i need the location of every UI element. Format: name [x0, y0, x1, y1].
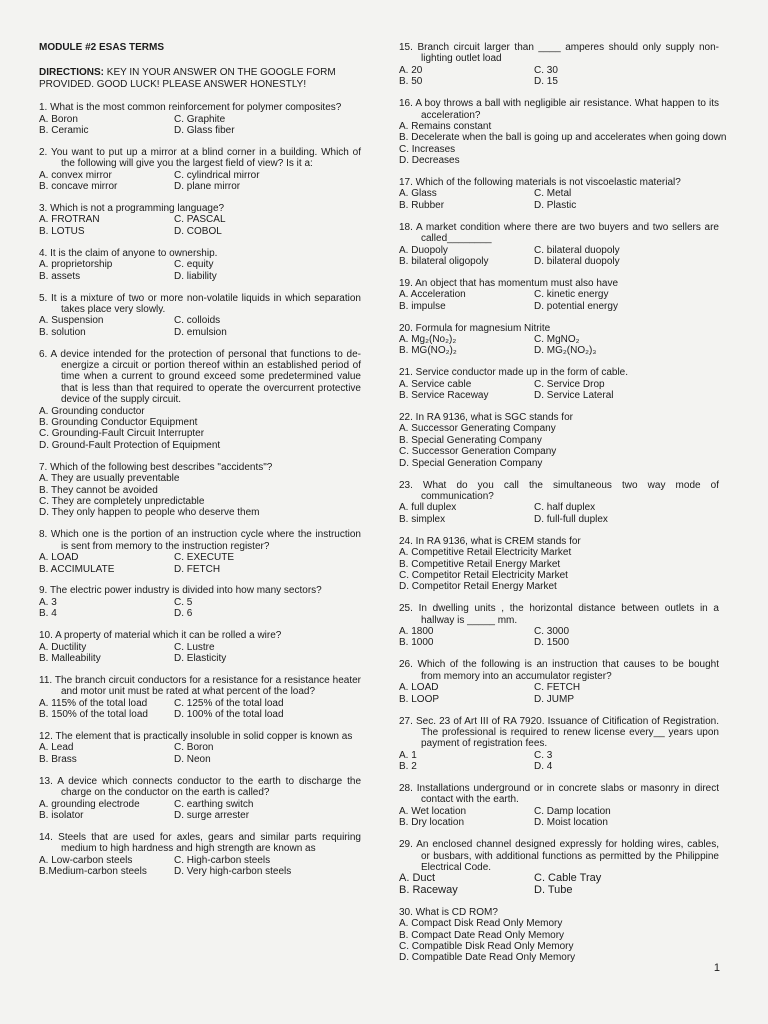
answer-option: B. Grounding Conductor Equipment	[39, 417, 198, 429]
answer-option: D. MG₂(NO₂)₃	[534, 345, 597, 357]
answer-option: C. They are completely unpredictable	[39, 496, 205, 507]
answer-option: D. Neon	[174, 753, 211, 765]
answer-option: D. Glass fiber	[174, 125, 235, 137]
answer-option: B. 2	[399, 761, 417, 773]
answer-option: C. bilateral duopoly	[534, 244, 620, 256]
question-item	[399, 907, 719, 964]
answer-option: C. Successor Generation Company	[399, 446, 557, 458]
answer-option: D. Tube	[534, 883, 573, 896]
answer-option: D. COBOL	[174, 225, 222, 237]
question-text: 3. Which is not a programming language?	[39, 203, 225, 215]
answer-option: C. kinetic energy	[534, 289, 609, 301]
answer-option: A. Service cable	[399, 378, 472, 390]
question-item	[399, 783, 719, 829]
directions-text: KEY IN YOUR ANSWER ON THE GOOGLE FORM PROVIDED. GOOD LUCK! PLEASE ANSWER HONESTLY!	[39, 67, 336, 90]
answer-option: B. LOOP	[399, 693, 440, 705]
answer-option: D. emulsion	[174, 326, 227, 338]
answer-option: B. Malleability	[39, 652, 101, 664]
left-column	[39, 42, 361, 888]
answer-option: D. surge arrester	[174, 809, 250, 821]
answer-option: B.Medium-carbon steels	[39, 866, 147, 878]
question-item	[39, 529, 361, 575]
answer-option: C. Increases	[399, 143, 456, 155]
question-text: 25. In dwelling units , the horizontal distance between outlets in a hallway is _____ mm.	[399, 603, 719, 626]
document-title: MODULE #2 ESAS TERMS	[39, 42, 165, 53]
answer-option: D. 15	[534, 76, 558, 88]
question-item	[399, 716, 719, 773]
answer-option: A. Wet location	[399, 805, 467, 817]
answer-option: D. 4	[534, 761, 553, 773]
answer-option: C. 3	[534, 749, 553, 761]
answer-option: B. LOTUS	[39, 225, 85, 237]
answer-option: D. 1500	[534, 637, 570, 649]
answer-option: A. 1800	[399, 626, 434, 638]
answer-option: C. Compatible Disk Read Only Memory	[399, 940, 574, 952]
question-text: 29. An enclosed channel designed expressly for holding wires, cables, or busbars, with additional functions as permitted by the Philippine Electrical Code.	[399, 839, 719, 873]
question-text: 24. In RA 9136, what is CREM stands for	[399, 535, 581, 547]
answer-option: D. 100% of the total load	[174, 709, 284, 721]
answer-option: B. 4	[39, 608, 57, 620]
question-text: 16. A boy throws a ball with negligible air resistance. What happen to its acceleration?	[399, 98, 719, 121]
answer-option: C. High-carbon steels	[174, 854, 271, 866]
answer-option: B. Ceramic	[39, 125, 89, 137]
answer-option: D. 6	[174, 608, 193, 620]
answer-option: B. 50	[399, 76, 423, 88]
answer-option: D. Ground-Fault Protection of Equipment	[39, 439, 221, 451]
question-item	[399, 98, 727, 167]
question-text: 20. Formula for magnesium Nitrite	[399, 322, 551, 334]
question-item	[39, 731, 361, 765]
answer-option: C. colloids	[174, 315, 221, 327]
answer-option: B. solution	[39, 326, 86, 338]
answer-option: A. Boron	[39, 113, 78, 125]
answer-option: C. 125% of the total load	[174, 697, 284, 709]
right-column	[399, 42, 727, 974]
answer-option: B. 1000	[399, 637, 434, 649]
answer-option: A. Compact Disk Read Only Memory	[399, 918, 563, 930]
answer-option: C. Metal	[534, 188, 572, 200]
answer-option: D. Decreases	[399, 155, 460, 167]
answer-option: A. Successor Generating Company	[399, 423, 556, 435]
question-item	[399, 278, 719, 312]
answer-option: A. FROTRAN	[39, 214, 100, 226]
question-item	[39, 102, 361, 136]
answer-option: C. Service Drop	[534, 378, 605, 390]
question-text: 26. Which of the following is an instruction that causes to be bought from memory into an accumulator register?	[399, 659, 719, 682]
question-item	[39, 675, 361, 721]
right-question-list	[399, 42, 727, 964]
answer-option: D. Elasticity	[174, 652, 227, 664]
answer-option: C. Cable Tray	[534, 872, 602, 885]
question-item	[399, 412, 719, 469]
answer-option: A. 115% of the total load	[39, 697, 148, 709]
question-item	[399, 603, 719, 649]
question-text: 17. Which of the following materials is not viscoelastic material?	[399, 177, 681, 189]
answer-option: D. JUMP	[534, 693, 574, 705]
answer-option: A. 20	[399, 64, 423, 76]
question-text: 10. A property of material which it can be rolled a wire?	[39, 630, 282, 642]
answer-option: C. PASCAL	[174, 214, 226, 226]
answer-option: D. Competitor Retail Energy Market	[399, 581, 557, 593]
answer-option: A. Grounding conductor	[39, 405, 145, 417]
answer-option: D. Compatible Date Read Only Memory	[399, 952, 576, 964]
question-text: 30. What is CD ROM?	[399, 906, 498, 918]
question-text: 4. It is the claim of anyone to ownership.	[39, 247, 218, 259]
question-text: 9. The electric power industry is divided into how many sectors?	[39, 585, 322, 597]
answer-option: D. Very high-carbon steels	[174, 866, 292, 878]
answer-option: B. Decelerate when the ball is going up and accelerates when going down	[399, 132, 727, 144]
question-text: 15. Branch circuit larger than ____ amperes should only supply non-lighting outlet load	[399, 42, 719, 65]
answer-option: D. bilateral duopoly	[534, 256, 620, 267]
question-item	[39, 203, 361, 237]
answer-option: C. Graphite	[174, 113, 226, 125]
answer-option: B. 150% of the total load	[39, 709, 148, 721]
answer-option: B. concave mirror	[39, 181, 118, 193]
question-item	[399, 839, 719, 896]
answer-option: A. Ductility	[39, 641, 87, 653]
answer-option: B. MG(NO₂)₂	[399, 345, 457, 357]
answer-option: C. Competitor Retail Electricity Market	[399, 569, 568, 581]
question-item	[399, 480, 719, 526]
answer-option: D. FETCH	[174, 563, 221, 575]
answer-option: C. equity	[174, 259, 214, 271]
question-text: 12. The element that is practically insoluble in solid copper is known as	[39, 731, 353, 742]
answer-option: A. 1	[399, 749, 417, 761]
answer-option: C. Lustre	[174, 641, 215, 653]
question-text: 23. What do you call the simultaneous two way mode of communication?	[399, 479, 719, 502]
answer-option: C. cylindrical mirror	[174, 169, 260, 181]
answer-option: D. Special Generation Company	[399, 457, 543, 469]
question-text: 11. The branch circuit conductors for a resistance for a resistance heater and motor unit must be rated at what percent of the load?	[39, 674, 361, 698]
question-text: 7. Which of the following best describes "accidents"?	[39, 461, 273, 473]
question-text: 2. You want to put up a mirror at a blind corner in a building. Which of the following will give you the largest field of view? Is it a:	[39, 146, 361, 170]
answer-option: A. Remains constant	[399, 120, 492, 132]
answer-option: B. Compact Date Read Only Memory	[399, 929, 565, 941]
answer-option: C. Boron	[174, 742, 214, 754]
answer-option: B. Brass	[39, 753, 77, 765]
question-item	[399, 323, 719, 357]
question-text: 22. In RA 9136, what is SGC stands for	[399, 412, 573, 424]
answer-option: D. Moist location	[534, 817, 608, 829]
question-item	[399, 536, 719, 593]
question-item	[39, 147, 361, 193]
answer-option: A. Lead	[39, 742, 74, 754]
answer-option: C. Grounding-Fault Circuit Interrupter	[39, 428, 205, 440]
question-text: 13. A device which connects conductor to the earth to discharge the charge on the conductor on the earth is called?	[39, 775, 361, 799]
answer-option: B. ACCIMULATE	[39, 563, 115, 575]
answer-option: A. Competitive Retail Electricity Market	[399, 547, 572, 559]
answer-option: A. LOAD	[399, 682, 439, 694]
answer-option: C. MgNO₂	[534, 334, 580, 346]
question-item	[39, 293, 361, 339]
answer-option: B. assets	[39, 270, 81, 282]
page-number: 1	[713, 962, 720, 974]
answer-option: B. simplex	[399, 513, 446, 525]
directions	[39, 67, 361, 90]
question-item	[39, 776, 361, 822]
question-text: 14. Steels that are used for axles, gears and similar parts requiring medium to high hardness and high strength are known as	[39, 831, 361, 855]
question-item	[39, 832, 361, 878]
answer-option: B. They cannot be avoided	[39, 484, 158, 496]
question-item	[39, 585, 361, 619]
question-text: 5. It is a mixture of two or more non-volatile liquids in which separation takes place very slowly.	[39, 292, 361, 315]
answer-option: C. 5	[174, 596, 193, 608]
answer-option: C. earthing switch	[174, 798, 254, 810]
answer-option: D. plane mirror	[174, 181, 241, 193]
answer-option: A. Low-carbon steels	[39, 854, 133, 866]
question-text: 19. An object that has momentum must also have	[399, 277, 619, 289]
question-item	[39, 630, 361, 664]
answer-option: A. proprietorship	[39, 259, 113, 271]
answer-option: D. liability	[174, 270, 217, 282]
answer-option: D. Service Lateral	[534, 390, 614, 402]
directions-label: DIRECTIONS:	[39, 67, 104, 79]
question-item	[399, 222, 719, 268]
answer-option: D. Plastic	[534, 199, 577, 211]
answer-option: A. Duct	[399, 872, 436, 885]
answer-option: A. LOAD	[39, 552, 79, 564]
question-item	[399, 177, 719, 211]
question-item	[399, 42, 719, 88]
answer-option: B. Special Generating Company	[399, 434, 542, 446]
answer-option: A. convex mirror	[39, 169, 112, 181]
answer-option: B. Raceway	[399, 883, 458, 896]
left-question-list	[39, 102, 361, 877]
question-text: 28. Installations underground or in concrete slabs or masonry in direct contact with the earth.	[399, 783, 719, 806]
answer-option: A. Acceleration	[399, 289, 466, 301]
answer-option: C. 30	[534, 64, 558, 76]
question-text: 8. Which one is the portion of an instruction cycle where the instruction is sent from memory to the instruction register?	[39, 529, 361, 552]
question-item	[39, 349, 361, 452]
question-text: 18. A market condition where there are two buyers and two sellers are called________	[399, 221, 719, 245]
answer-option: C. Damp location	[534, 805, 611, 817]
question-item	[399, 367, 719, 401]
answer-option: D. full-full duplex	[534, 513, 608, 525]
answer-option: B. impulse	[399, 300, 446, 312]
answer-option: B. bilateral oligopoly	[399, 256, 489, 267]
answer-option: C. FETCH	[534, 682, 581, 694]
answer-option: A. Duopoly	[399, 244, 448, 256]
question-item	[39, 248, 361, 282]
answer-option: A. Suspension	[39, 315, 104, 327]
question-text: 21. Service conductor made up in the form of cable.	[399, 367, 629, 379]
answer-option: A. grounding electrode	[39, 798, 140, 810]
answer-option: C. 3000	[534, 626, 570, 638]
answer-option: B. Dry location	[399, 817, 465, 829]
answer-option: C. EXECUTE	[174, 552, 235, 564]
question-text: 6. A device intended for the protection of personal that functions to de-energize a circuit or portion thereof within an established period of time when a current to ground exceed some predetermined value that is less than that required to operate the overcurrent protective device of the supply circuit.	[39, 348, 361, 406]
answer-option: B. Service Raceway	[399, 390, 489, 402]
answer-option: D. potential energy	[534, 300, 618, 312]
question-item	[399, 659, 719, 705]
answer-option: D. They only happen to people who deserve them	[39, 507, 260, 519]
answer-option: B. isolator	[39, 809, 84, 821]
answer-option: A. 3	[39, 596, 57, 608]
question-item	[39, 462, 361, 519]
answer-option: B. Competitive Retail Energy Market	[399, 558, 561, 570]
answer-option: B. Rubber	[399, 199, 445, 211]
answer-option: A. full duplex	[399, 502, 457, 514]
answer-option: A. Mg₂(No₂)₂	[399, 334, 457, 346]
question-text: 27. Sec. 23 of Art III of RA 7920. Issuance of Citification of Registration. The professional is required to renew license every__ years upon payment of registration fees.	[399, 715, 719, 750]
answer-option: A. They are usually preventable	[39, 473, 180, 485]
question-text: 1. What is the most common reinforcement for polymer composites?	[39, 102, 342, 114]
answer-option: C. half duplex	[534, 502, 596, 514]
answer-option: A. Glass	[399, 188, 437, 200]
